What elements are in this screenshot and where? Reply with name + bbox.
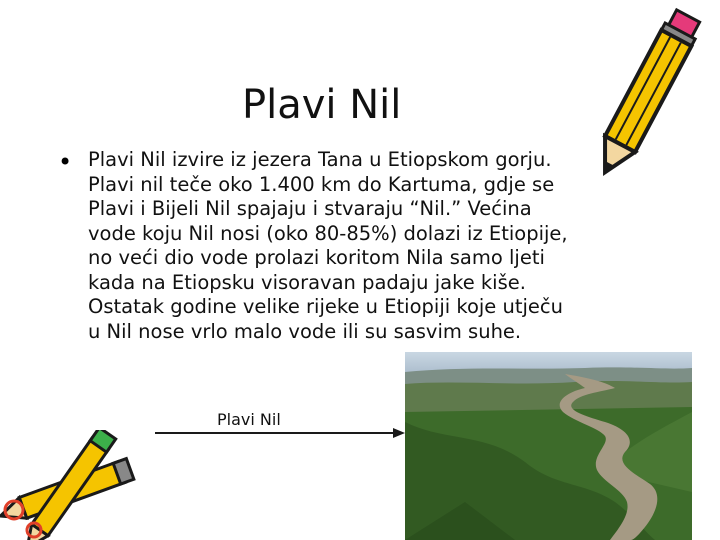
body-line: u Nil nose vrlo malo vode ili su sasvim suhe. [88,319,522,343]
body-line: Plavi Nil izvire iz jezera Tana u Etiopskom gorju. [88,148,552,171]
arrow-icon [155,426,407,440]
photo-label: Plavi Nil [217,410,281,429]
pencils-icon [0,430,150,540]
body-line: vode koju Nil nosi (oko 80-85%) dolazi iz Etiopije, [88,221,568,245]
bullet-symbol: • [58,148,73,176]
body-line: no veći dio vode prolazi koritom Nila samo ljeti [88,246,545,269]
body-line: Ostatak godine velike rijeke u Etiopiji koje utječu [88,295,563,318]
body-line: kada na Etiopsku visoravan padaju jake kiše. [88,270,526,294]
body-paragraph [88,148,668,344]
body-line: Plavi nil teče oko 1.400 km do Kartuma, gdje se [88,172,555,196]
river-photo [405,352,692,540]
body-line: Plavi i Bijeli Nil spajaju i stvaraju “Nil.” Većina [88,197,532,220]
slide-title: Plavi Nil [242,82,402,128]
